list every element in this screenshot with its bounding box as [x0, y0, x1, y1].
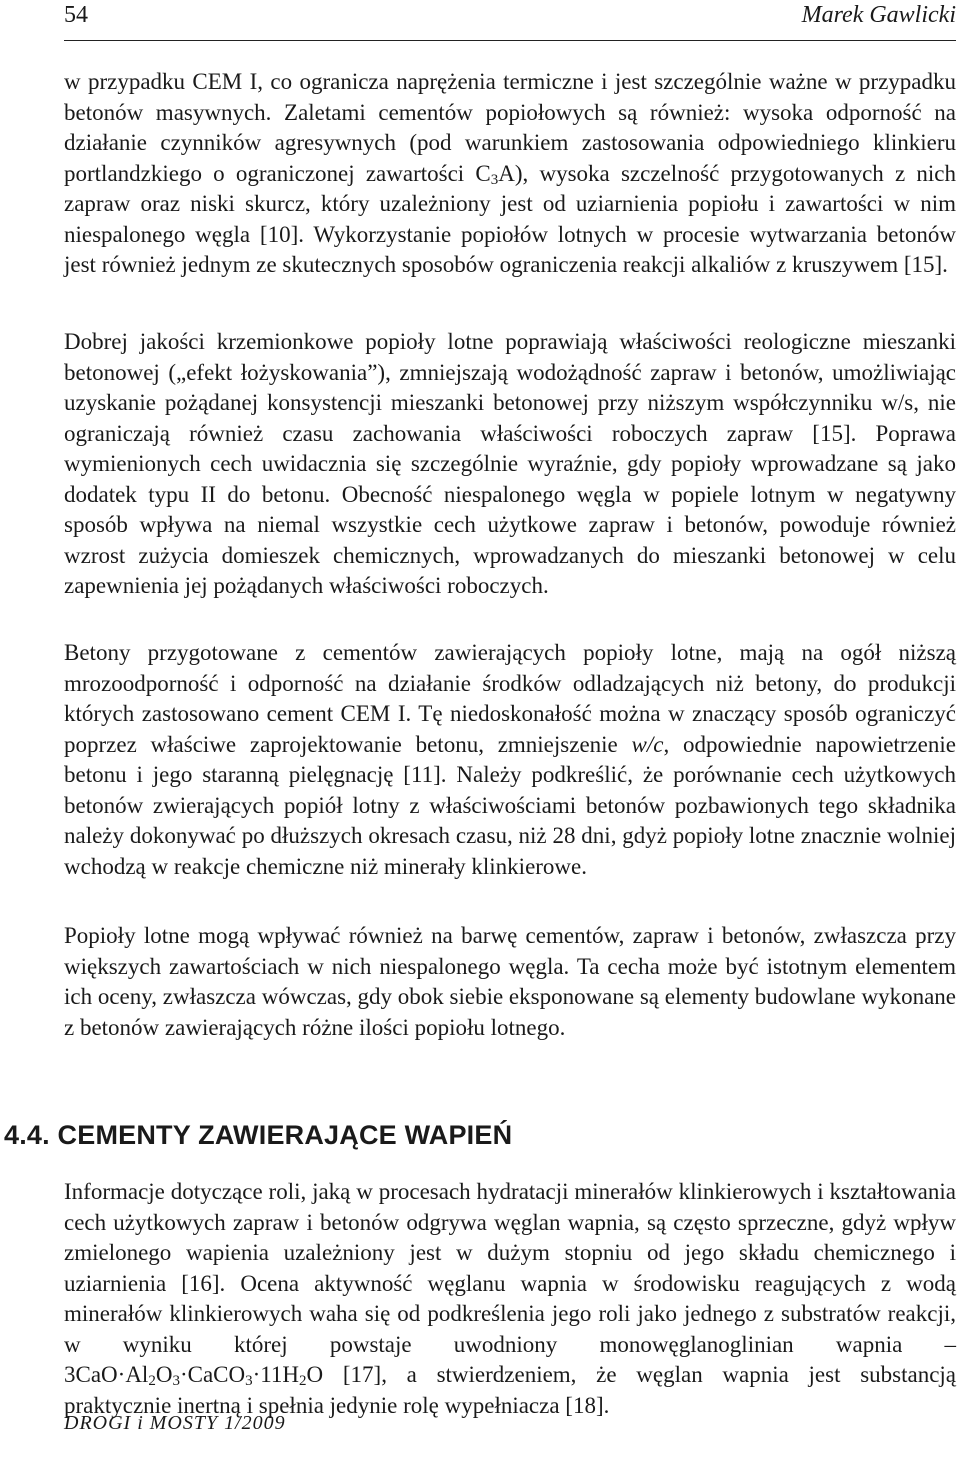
paragraph-calcium-carbonate: Informacje dotyczące roli, jaką w procesach hydratacji minerałów klinkierowych i kształtowania cech użytkowych zapraw i betonów odgrywa węglan wapnia, są często sprzeczne, gdyż wpływ zmielonego wapienia uzależniony jest w dużym stopniu od jego składu chemicznego i uziarnienia [16]. Ocena aktywność węglanu wapnia w środowisku reagujących z wodą minerałów klinkierowych waha się od podkreślenia jego roli jako jednego z substratów reakcji, w wyniku której powstaje uwodniony monowęglanoglinian wapnia – $3CaO\cdot Al_2O_3\cdot CaCO_3\cdot 11H_2O$ [17], a stwierdzeniem, że węglan wapnia jest substancją praktycznie inertną i spełnia jedynie rolę wypełniacza [18]. — [64, 1179, 956, 1418]
journal-footer: DROGI i MOSTY 1/2009 — [64, 1412, 286, 1434]
paragraph-frost-resistance: Betony przygotowane z cementów zawierających popioły lotne, mają na ogół niższą mrozoodporność i odporność na działanie środków odladzających niż betony, do produkcji których zastosowano cement CEM I. Tę niedoskonałość można w znaczący sposób ograniczyć poprzez właściwe zaprojektowanie betonu, zmniejszenie w/c, odpowiednie napowietrzenie betonu i jego staranną pielęgnację [11]. Należy podkreślić, że porównanie cech użytkowych betonów zwierających popiół lotny z właściwościami betonów pozbawionych tego składnika należy dokonywać po dłuższych okresach czasu, niż 28 dni, gdyż popioły lotne znacznie wolniej wchodzą w reakcje chemiczne niż minerały klinkierowe. — [64, 640, 956, 879]
author-name: Marek Gawlicki — [801, 2, 956, 28]
document-page — [4, 0, 957, 1458]
paragraph-colour: Popioły lotne mogą wpływać również na barwę cementów, zapraw i betonów, zwłaszcza przy większych zawartościach w nich niespalonego węgla. Ta cecha może być istotnym elementem ich oceny, zwłaszcza wówczas, gdy obok siebie eksponowane są elementy budowlane wykonane z betonów zawierających różne ilości popiołu lotnego. — [64, 923, 957, 1040]
running-header — [64, 0, 956, 41]
section-heading: 4.4. CEMENTY ZAWIERAJĄCE WAPIEŃ — [4, 1120, 513, 1150]
page-number: 54 — [64, 2, 88, 28]
paragraph-fly-ash-advantages: w przypadku CEM I, co ogranicza naprężenia termiczne i jest szczególnie ważne w przypadku betonów masywnych. Zaletami cementów popiołowych są również: wysoka odporność na działanie czynników agresywnych (pod warunkiem zastosowania odpowiedniego klinkieru portlandzkiego o ograniczonej zawartości $C_3A$), wysoka szczelność przygotowanych z nich zapraw oraz niski skurcz, który uzależniony jest od uziarnienia popiołu i zawartości w nim niespalonego węgla [10]. Wykorzystanie popiołów lotnych w procesie wytwarzania betonów jest również jednym ze skutecznych sposobów ograniczenia reakcji alkaliów z kruszywem [15]. — [64, 69, 957, 277]
paragraph-rheology: Dobrej jakości krzemionkowe popioły lotne poprawiają właściwości reologiczne mieszanki betonowej („efekt łożyskowania”), zmniejszają wodożądność zapraw i betonów, umożliwiając uzyskanie pożądanej konsystencji mieszanki betonowej przy niższym współczynniku w/s, nie ograniczają również czasu zachowania właściwości roboczych zapraw [15]. Poprawa wymienionych cech uwidacznia się szczególnie wyraźnie, gdy popioły wprowadzane są jako dodatek typu II do betonu. Obecność niespalonego węgla w popiele lotnym w negatywny sposób wpływa na niemal wszystkie cech użytkowe zapraw i betonów, powoduje również wzrost zużycia domieszek chemicznych, wprowadzanych do mieszanki betonowej w celu zapewnienia jej pożądanych właściwości roboczych. — [64, 329, 956, 598]
